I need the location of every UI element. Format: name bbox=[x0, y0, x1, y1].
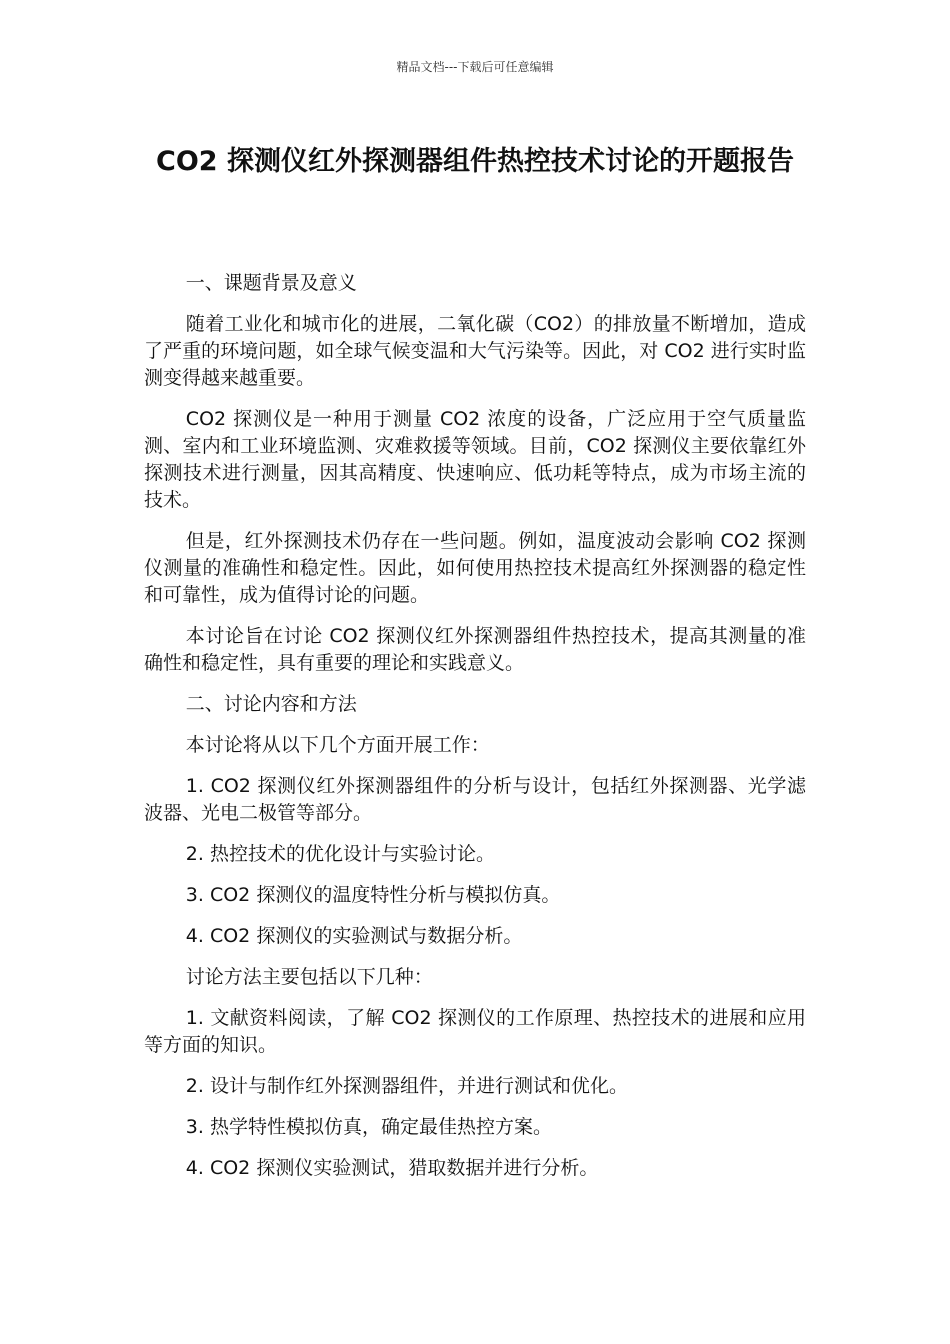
paragraph: 但是，红外探测技术仍存在一些问题。例如，温度波动会影响 CO2 探测仪测量的准确性和稳定性。因此，如何使用热控技术提高红外探测器的稳定性和可靠性，成为值得讨论的问题。 bbox=[144, 530, 806, 606]
methods-intro: 讨论方法主要包括以下几种： bbox=[185, 966, 433, 988]
paragraph: 随着工业化和城市化的进展，二氧化碳（CO2）的排放量不断增加，造成了严重的环境问题，如全球气候变温和大气污染等。因此，对 CO2 进行实时监测变得越来越重要。 bbox=[144, 313, 806, 389]
method-item: 2. 设计与制作红外探测器组件，并进行测试和优化。 bbox=[185, 1075, 628, 1097]
document-title: CO2 探测仪红外探测器组件热控技术讨论的开题报告 bbox=[156, 146, 794, 177]
section-heading-background: 一、课题背景及意义 bbox=[185, 272, 357, 294]
paragraph: CO2 探测仪是一种用于测量 CO2 浓度的设备，广泛应用于空气质量监测、室内和工业环境监测、灾难救援等领域。目前，CO2 探测仪主要依靠红外探测技术进行测量，因其高精度、快速响应、低功耗等特点，成为市场主流的技术。 bbox=[144, 408, 806, 511]
work-item: 4. CO2 探测仪的实验测试与数据分析。 bbox=[185, 925, 523, 947]
method-item: 1. 文献资料阅读，了解 CO2 探测仪的工作原理、热控技术的进展和应用等方面的知识。 bbox=[144, 1007, 806, 1056]
work-item: 2. 热控技术的优化设计与实验讨论。 bbox=[185, 843, 495, 865]
method-item: 4. CO2 探测仪实验测试，猎取数据并进行分析。 bbox=[185, 1157, 599, 1179]
work-item: 1. CO2 探测仪红外探测器组件的分析与设计，包括红外探测器、光学滤波器、光电二极管等部分。 bbox=[144, 775, 806, 824]
header-note: 精品文档---下载后可任意编辑 bbox=[396, 60, 554, 74]
paragraph: 本讨论旨在讨论 CO2 探测仪红外探测器组件热控技术，提高其测量的准确性和稳定性，具有重要的理论和实践意义。 bbox=[144, 625, 806, 674]
section-heading-content-methods: 二、讨论内容和方法 bbox=[185, 693, 357, 715]
work-intro: 本讨论将从以下几个方面开展工作： bbox=[185, 734, 490, 756]
work-item: 3. CO2 探测仪的温度特性分析与模拟仿真。 bbox=[185, 884, 561, 906]
document-body bbox=[144, 270, 806, 1196]
method-item: 3. 热学特性模拟仿真，确定最佳热控方案。 bbox=[185, 1116, 552, 1138]
